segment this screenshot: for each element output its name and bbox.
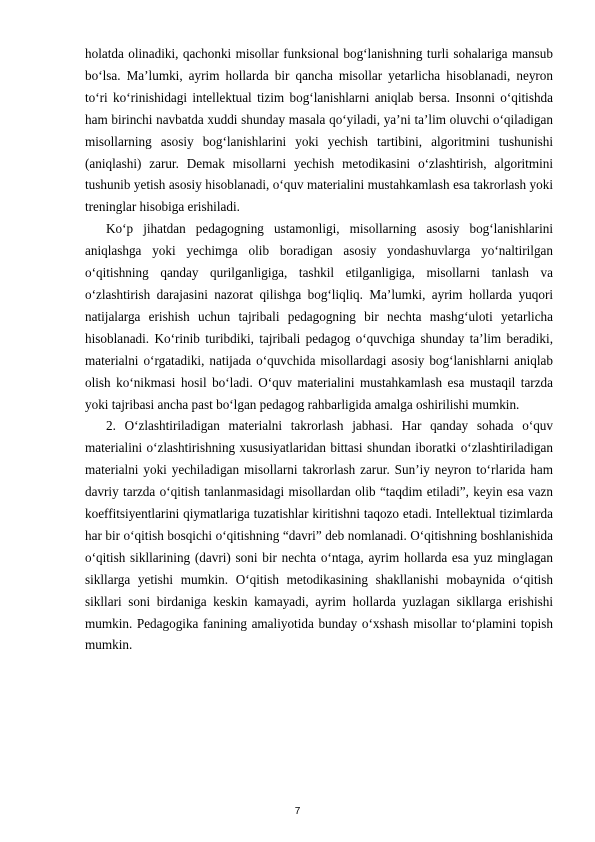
document-body (85, 43, 553, 656)
page-number: 7 (294, 806, 301, 817)
paragraph-continuation: holatda olinadiki, qachonki misollar funksional bog‘lanishning turli sohalariga mansub bo‘lsa. Ma’lumki, ayrim hollarda bir qancha misollar yetarlicha hisoblanadi, neyron to‘ri ko‘rinishidagi intellektual tizim bog‘lanishlarni aniqlab bersa. Insonni o‘qitishda ham birinchi navbatda xuddi shunday masala qo‘yiladi, ya’ni ta’lim oluvchi o‘qiladigan misollarning asosiy bog‘lanishlarini yoki yechish tartibini, algoritmini tushunishi (aniqlashi) zarur. Demak misollarni yechish metodikasini o‘zlashtirish, algoritmini tushunib yetish asosiy hisoblanadi, o‘quv materialini mustahkamlash esa takrorlash yoki treninglar hisobiga erishiladi. (85, 46, 553, 215)
paragraph-repetition-aspect: 2. O‘zlashtiriladigan materialni takrorlash jabhasi. Har qanday sohada o‘quv materialini o‘zlashtirishning xususiyatlaridan bittasi shundan iboratki o‘zlashtiriladigan materialni yoki yechiladigan misollarni takrorlash zarur. Sun’iy neyron to‘rlarida ham davriy tarzda o‘qitish tanlanmasidagi misollardan olib “taqdim etiladi”, keyin esa vazn koeffitsiyentlarini qiymatlariga tuzatishlar kiritishni taqozo etadi. Intellektual tizimlarda har bir o‘qitish bosqichi o‘qitishning “davri” deb nomlanadi. O‘qitishning boshlanishida o‘qitish sikllarining (davri) soni bir nechta o‘ntaga, ayrim hollarda esa yuz minglagan sikllarga yetishi mumkin. O‘qitish metodikasining shakllanishi mobaynida o‘qitish sikllari soni birdaniga keskin kamayadi, ayrim hollarda yuzlagan sikllarga erishishi mumkin. Pedagogika fanining amaliyotida bunday o‘xshash misollar to‘plamini topish mumkin. (85, 418, 553, 653)
paragraph-pedagog-skill: Ko‘p jihatdan pedagogning ustamonligi, misollarning asosiy bog‘lanishlarini aniqlashga yoki yechimga olib boradigan asosiy yondashuvlarga yo‘naltirilgan o‘qitishning qanday qurilganligiga, tashkil etilganligiga, misollarni tanlash va o‘zlashtirish darajasini nazorat qilishga bog‘liqliq. Ma’lumki, ayrim hollarda yuqori natijalarga erishish uchun tajribali pedagogning bir nechta mashg‘uloti yetarlicha hisoblanadi. Ko‘rinib turibdiki, tajribali pedagog o‘quvchiga shunday ta’lim beradiki, materialni o‘rgatadiki, natijada o‘quvchida misollardagi asosiy bog‘lanishlarni aniqlab olish ko‘nikmasi hosil bo‘ladi. O‘quv materialini mustahkamlash esa mustaqil tarzda yoki tajribasi ancha past bo‘lgan pedagog rahbarligida amalga oshirilishi mumkin. (85, 221, 553, 412)
